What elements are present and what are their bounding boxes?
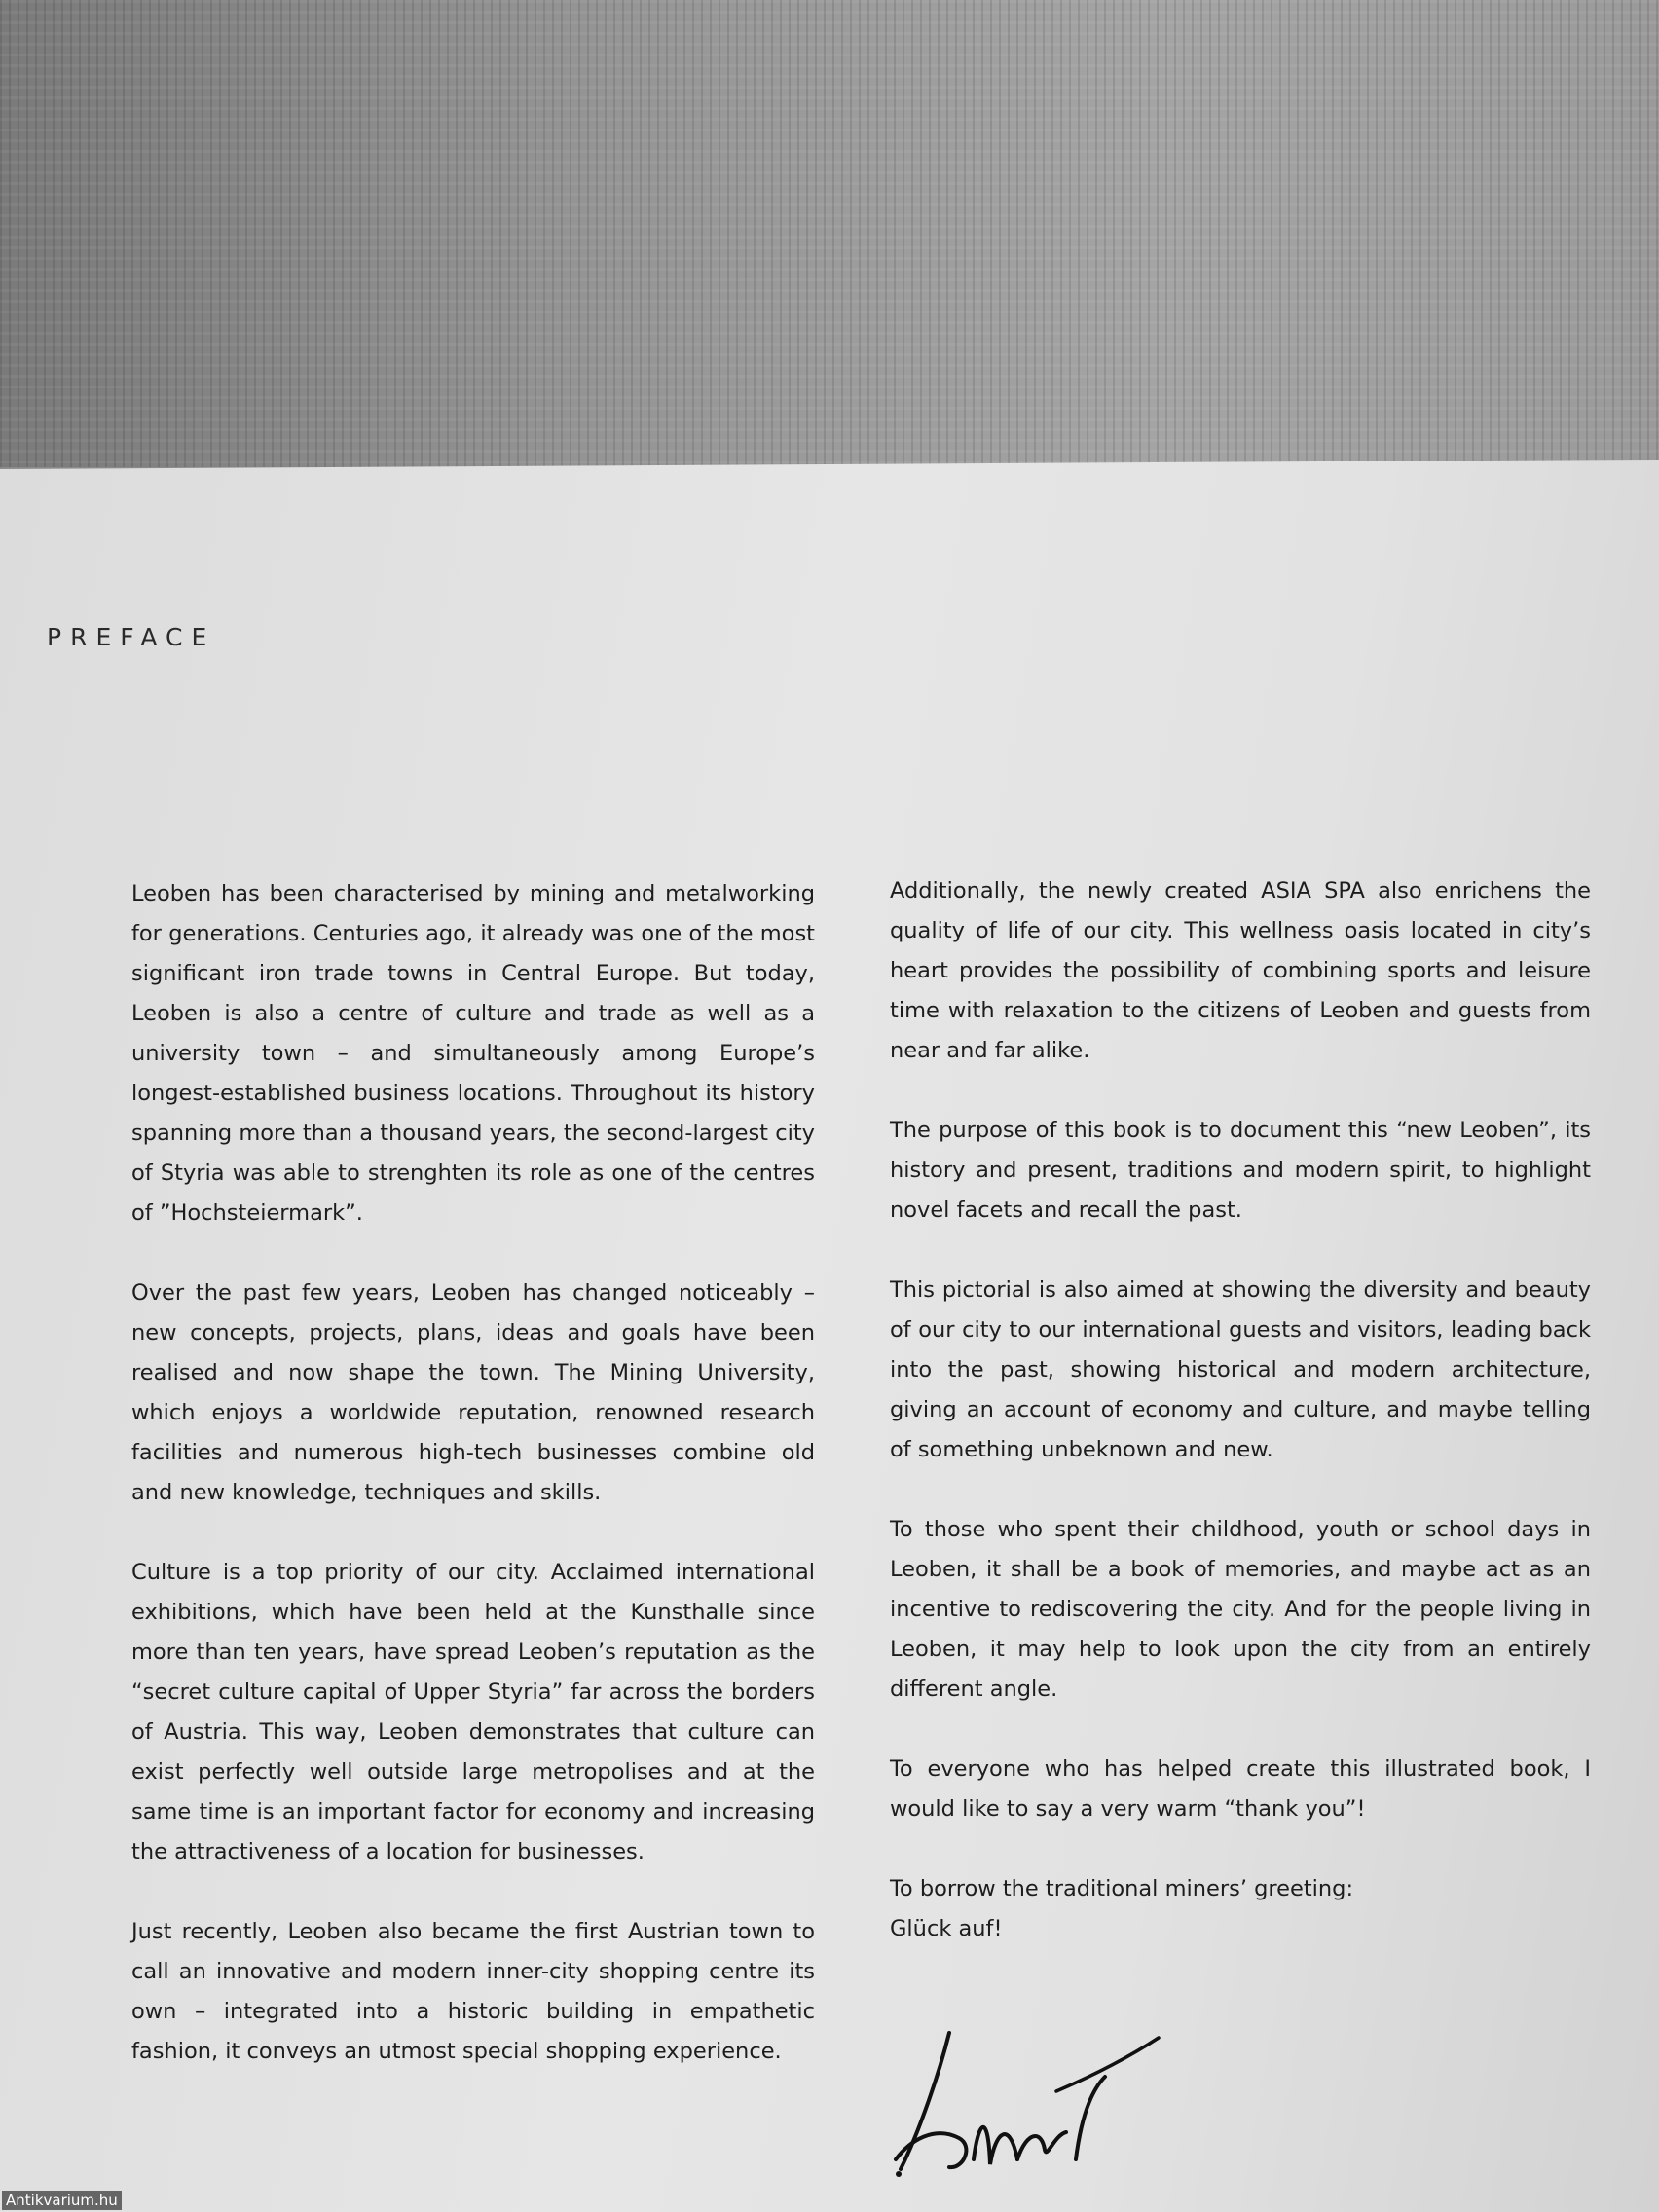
- watermark: Antikvarium.hu: [2, 2191, 122, 2210]
- paragraph: Additionally, the newly created ASIA SPA also enrichens the quality of life of our city. This wellness oasis located in city’s heart provides the possibility of combining sports and leisure time with relaxation to the citizens of Leoben and guests from near and far alike.: [890, 878, 1591, 1063]
- paragraph: The purpose of this book is to document this “new Leoben”, its history and present, traditions and modern spirit, to highlight novel facets and recall the past.: [890, 1118, 1591, 1223]
- paragraph: Culture is a top priority of our city. Acclaimed international exhibitions, which have been held at the Kunsthalle since more than ten years, have spread Leoben’s reputation as the “secret culture capital of Upper Styria” far across the borders of Austria. This way, Leoben demonstrates that culture can exist perfectly well outside large metropolises and at the same time is an important factor for economy and increasing the attractiveness of a location for businesses.: [131, 1560, 815, 1864]
- closing-greeting-intro: To borrow the traditional miners’ greeting:: [890, 1876, 1354, 1901]
- left-text-column: [131, 874, 815, 2112]
- paragraph: Just recently, Leoben also became the first Austrian town to call an innovative and modern inner-city shopping centre its own – integrated into a historic building in empathetic fashion, it conveys an utmost special shopping experience.: [131, 1919, 815, 2064]
- handwritten-signature: [881, 2023, 1173, 2179]
- right-text-column: [890, 871, 1591, 1949]
- paragraph: This pictorial is also aimed at showing the diversity and beauty of our city to our international guests and visitors, leading back into the past, showing historical and modern architecture, giving an account of economy and culture, and maybe telling of something unbeknown and new.: [890, 1277, 1591, 1462]
- paragraph: To everyone who has helped create this illustrated book, I would like to say a very warm “thank you”!: [890, 1756, 1591, 1822]
- closing-greeting: Glück auf!: [890, 1916, 1003, 1941]
- paragraph: Leoben has been characterised by mining and metalworking for generations. Centuries ago, it already was one of the most significant iron trade towns in Central Europe. But today, Leoben is also a centre of culture and trade as well as a university town – and simultaneously among Europe’s longest-established business locations. Throughout its history spanning more than a thousand years, the second-largest city of Styria was able to strenghten its role as one of the centres of ”Hochsteiermark”.: [131, 881, 815, 1226]
- paragraph: To those who spent their childhood, youth or school days in Leoben, it shall be a book of memories, and maybe act as an incentive to rediscovering the city. And for the people living in Leoben, it may help to look upon the city from an entirely different angle.: [890, 1517, 1591, 1702]
- table-surface-background: [0, 0, 1659, 467]
- paragraph: Over the past few years, Leoben has changed noticeably – new concepts, projects, plans, ideas and goals have been realised and now shape the town. The Mining University, which enjoys a worldwide reputation, renowned research facilities and numerous high-tech businesses combine old and new knowledge, techniques and skills.: [131, 1280, 815, 1505]
- page-heading: PREFACE: [47, 623, 216, 651]
